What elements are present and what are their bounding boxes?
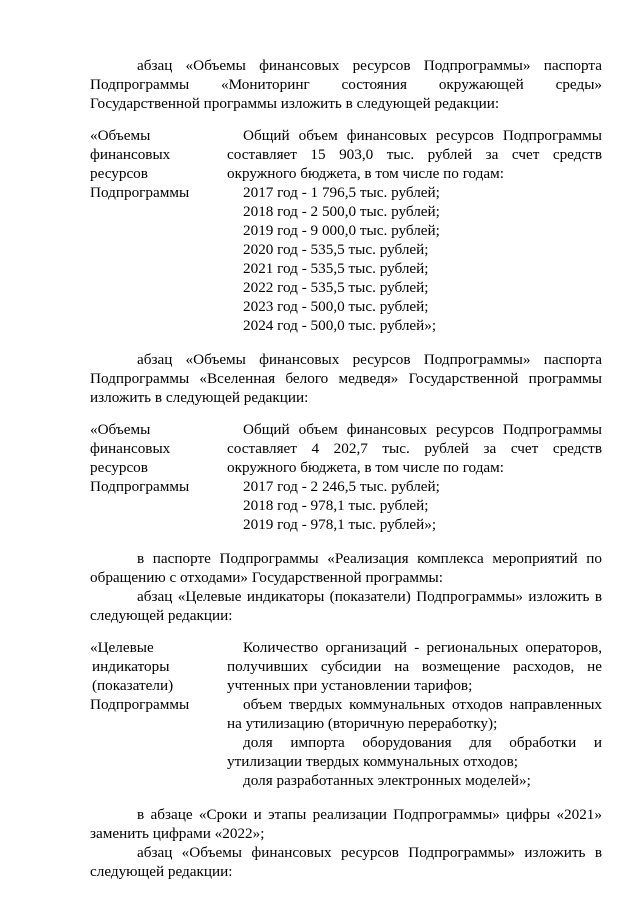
paragraph-financing-final <box>90 843 602 881</box>
block-label <box>90 126 227 335</box>
content-line: утилизации твердых коммунальных отходов; <box>227 753 519 770</box>
content-line: доля импорта оборудования для обработки и <box>243 734 602 751</box>
paragraph-line: следующей редакции: <box>90 607 233 624</box>
label-line: финансовых <box>90 440 171 457</box>
label-line: (показатели) <box>92 677 174 694</box>
year-line: 2018 год - 978,1 тыс. рублей; <box>243 497 429 514</box>
content-line: Количество организаций - региональных операторов, <box>243 639 602 656</box>
content-line: Общий объем финансовых ресурсов Подпрограммы <box>243 127 602 144</box>
year-line: 2019 год - 9 000,0 тыс. рублей; <box>243 222 440 239</box>
label-line: Подпрограммы <box>90 696 190 713</box>
paragraph-line: обращению с отходами» Государственной программы: <box>90 569 443 586</box>
year-line: 2018 год - 2 500,0 тыс. рублей; <box>243 203 440 220</box>
block-label <box>90 638 227 790</box>
year-line: 2023 год - 500,0 тыс. рублей; <box>243 298 429 315</box>
content-line: доля разработанных электронных моделей»; <box>243 772 531 789</box>
label-line: «Целевые <box>90 639 154 656</box>
year-line: 2020 год - 535,5 тыс. рублей; <box>243 241 429 258</box>
paragraph-line: следующей редакции: <box>90 863 233 880</box>
year-line: 2022 год - 535,5 тыс. рублей; <box>243 279 429 296</box>
paragraph-polar-bear-intro <box>90 350 602 407</box>
paragraph-line: Подпрограммы «Вселенная белого медведя» Государственной программы <box>90 370 602 387</box>
content-line: окружного бюджета, в том числе по годам: <box>227 459 504 476</box>
financing-block-polar-bear <box>90 420 602 534</box>
paragraph-line: абзац «Объемы финансовых ресурсов Подпрограммы» изложить в <box>137 844 602 861</box>
label-line: индикаторы <box>92 658 170 675</box>
year-line: 2017 год - 1 796,5 тыс. рублей; <box>243 184 440 201</box>
content-line: учтенных при установлении тарифов; <box>227 677 473 694</box>
label-line: ресурсов <box>90 165 148 182</box>
paragraph-indicators-intro <box>90 587 602 625</box>
indicators-block <box>90 638 602 790</box>
paragraph-waste-passport <box>90 549 602 587</box>
year-line: 2019 год - 978,1 тыс. рублей»; <box>243 516 437 533</box>
label-line: Подпрограммы <box>90 478 190 495</box>
paragraph-monitoring-intro <box>90 56 602 113</box>
label-line: «Объемы <box>90 127 151 144</box>
label-line: ресурсов <box>90 459 148 476</box>
year-line: 2024 год - 500,0 тыс. рублей»; <box>243 317 437 334</box>
paragraph-line: абзац «Объемы финансовых ресурсов Подпрограммы» паспорта <box>137 351 602 368</box>
content-line: составляет 15 903,0 тыс. рублей за счет средств <box>227 146 602 163</box>
label-line: Подпрограммы <box>90 184 190 201</box>
paragraph-line: абзац «Объемы финансовых ресурсов Подпрограммы» паспорта <box>137 57 602 74</box>
financing-block-monitoring <box>90 126 602 335</box>
content-line: Общий объем финансовых ресурсов Подпрограммы <box>243 421 602 438</box>
paragraph-line: заменить цифрами «2022»; <box>90 825 265 842</box>
document-page <box>90 56 602 881</box>
paragraph-line: Государственной программы изложить в следующей редакции: <box>90 95 500 112</box>
content-line: на утилизацию (вторичную переработку); <box>227 715 498 732</box>
block-content <box>227 638 602 790</box>
paragraph-line: в абзаце «Сроки и этапы реализации Подпрограммы» цифры «2021» <box>137 806 602 823</box>
content-line: объем твердых коммунальных отходов направленных <box>243 696 602 713</box>
content-line: составляет 4 202,7 тыс. рублей за счет средств <box>227 440 602 457</box>
year-line: 2017 год - 2 246,5 тыс. рублей; <box>243 478 440 495</box>
label-line: финансовых <box>90 146 171 163</box>
paragraph-deadlines <box>90 805 602 843</box>
block-label <box>90 420 227 534</box>
content-line: получивших субсидии на возмещение расходов, не <box>227 658 602 675</box>
year-line: 2021 год - 535,5 тыс. рублей; <box>243 260 429 277</box>
paragraph-line: Подпрограммы «Мониторинг состояния окружающей среды» <box>90 76 602 93</box>
block-content <box>227 126 602 335</box>
content-line: окружного бюджета, в том числе по годам: <box>227 165 504 182</box>
label-line: «Объемы <box>90 421 151 438</box>
paragraph-line: абзац «Целевые индикаторы (показатели) Подпрограммы» изложить в <box>137 588 602 605</box>
paragraph-line: изложить в следующей редакции: <box>90 389 309 406</box>
block-content <box>227 420 602 534</box>
paragraph-line: в паспорте Подпрограммы «Реализация комплекса мероприятий по <box>137 550 602 567</box>
